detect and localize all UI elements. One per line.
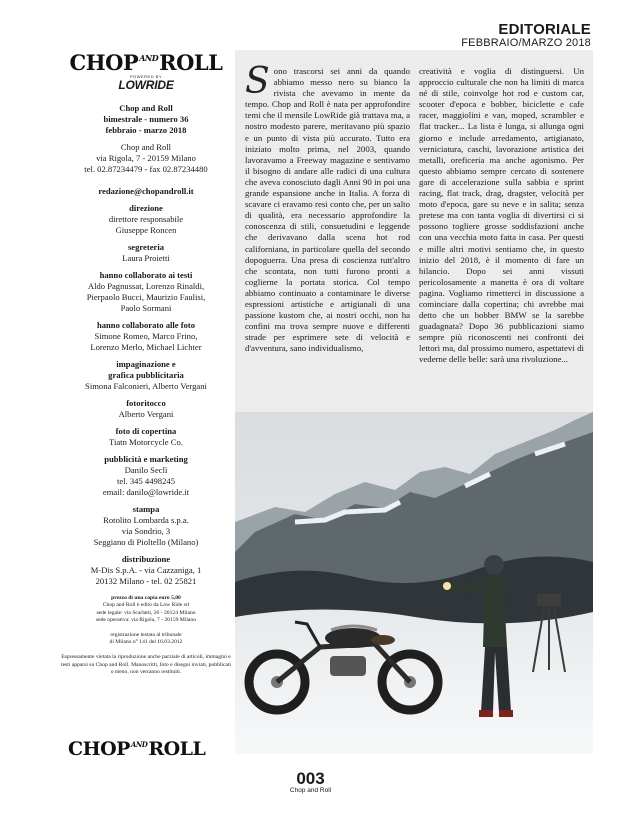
address-name: Chop and Roll — [120, 142, 172, 152]
logo-bottom-and: AND — [130, 740, 148, 749]
colophon-block — [60, 270, 232, 314]
colophon-block-line: M-Dis S.p.A. - via Cazzaniga, 1 — [90, 565, 202, 575]
operative-seat-line: sede operativa: via Rigola, 7 - 20159 Milano — [95, 617, 197, 624]
colophon-block-head: direzione — [129, 203, 163, 213]
colophon-block-line: Simona Falconieri, Alberto Vergani — [85, 381, 207, 391]
registration-line-1: registrazione testata al tribunale — [110, 631, 182, 638]
section-title: EDITORIALE — [498, 21, 591, 38]
footer-magazine-name: Chop and Roll — [289, 787, 332, 794]
colophon-block — [60, 454, 232, 498]
colophon-block — [60, 398, 232, 420]
colophon-block — [60, 426, 232, 448]
redazione-email[interactable]: redazione@chopandroll.it — [98, 186, 194, 196]
edited-line: Chop and Roll è edito da Low Ride srl — [102, 602, 190, 609]
registration-line-2: di Milano n° 141 del 16.03.2012 — [109, 639, 183, 646]
issue-date: FEBBRAIO/MARZO 2018 — [461, 37, 591, 49]
colophon-block-line: via Sondrio, 3 — [121, 526, 171, 536]
colophon — [60, 48, 232, 677]
page-number: 003 — [296, 769, 325, 788]
logo-bottom-chop: CHOP — [68, 738, 130, 760]
colophon-block-line: 20132 Milano - tel. 02 25821 — [95, 576, 197, 586]
colophon-block-line: Simone Romeo, Marco Frino, — [94, 331, 198, 341]
article-column-1-text: ono trascorsi sei anni da quando abbiamo messo nero su bianco la rivista che avevamo in mente da tempo. Chop and Roll è nata per approfondire temi che il mensile LowRide già trattava ma, a nostro modesto parere, meritavano più spazio e un punto di vista più accurato. Tutto era iniziato molto prima, nel 2003, quando lavoravamo a Freeway magazine e sentivamo il bisogno di andare alle radici di una cultura che aveva conosciuto dagli Anni 90 in poi una grande espansione anche in Italia. A forza di scavare ci eravamo resi conto che, per un salto di qualità, era necessario approfondire la conoscenza di stili, consuetudini e leggende che derivavano dalla scena hot rod californiana, in particolare quella del secondo dopoguerra. Una presa di coscienza tutt'altro che scontata, non tutti furono pronti a coglierne la portata storica. Col tempo abbiamo continuato a contaminare le diverse espressioni artistiche e artigianali di una passione kustom che, ai nostri occhi, non ha confini ma trova sempre nuove e differenti strade per esprimere sete di velocità e d'avventura, sano individualismo, — [245, 66, 410, 354]
page-header — [461, 22, 591, 49]
colophon-block-line: Danilo Seclì — [124, 465, 168, 475]
colophon-block-head: fotoritocco — [126, 398, 166, 408]
mountain-motorcycle-photo — [235, 412, 593, 754]
cover-photo — [235, 412, 593, 754]
colophon-block-head: stampa — [132, 504, 160, 514]
colophon-block-line: Laura Proietti — [122, 253, 170, 263]
colophon-block — [60, 242, 232, 264]
colophon-block-line: Alberto Vergani — [118, 409, 174, 419]
publication-info — [60, 103, 232, 136]
colophon-block-line: Giuseppe Roncen — [115, 225, 177, 235]
colophon-block-line: direttore responsabile — [108, 214, 184, 224]
colophon-block-line[interactable]: email: danilo@lowride.it — [102, 487, 190, 497]
article-column-1 — [245, 61, 410, 366]
chop-and-roll-logo-bottom — [68, 738, 205, 760]
drop-cap: S — [245, 61, 270, 102]
publication-frequency: bimestrale - numero 36 — [103, 114, 189, 124]
legal-notice: Espressamente vietata la riproduzione anche parziale di articoli, immagini e testi apparsi su Chop and Roll. Manoscritti, foto e disegni inviati, pubblicati o meno, non verranno restituiti. — [61, 654, 231, 676]
colophon-block-line: Paolo Sormani — [120, 303, 172, 313]
publication-date: febbraio - marzo 2018 — [105, 125, 187, 135]
email-block — [60, 186, 232, 197]
logo-bottom-roll: ROLL — [148, 738, 206, 760]
colophon-block-head: hanno collaborato alle foto — [96, 320, 196, 330]
colophon-block — [60, 504, 232, 548]
colophon-block — [60, 320, 232, 353]
colophon-block-head: hanno collaborato ai testi — [99, 270, 193, 280]
colophon-block-line: Aldo Pagnussat, Lorenzo Rinaldi, — [87, 281, 205, 291]
powered-by-label: POWERED BY — [129, 74, 163, 79]
colophon-block-line: Lorenzo Merlo, Michael Lichter — [90, 342, 202, 352]
colophon-block-line: tel. 345 4498245 — [116, 476, 175, 486]
colophon-block — [60, 554, 232, 587]
staff-blocks — [60, 203, 232, 587]
legal-seat-line: sede legale: via Scarlatti, 26 - 20124 Milano — [96, 609, 196, 616]
address-street: via Rigola, 7 - 20159 Milano — [96, 153, 196, 163]
logo-roll: ROLL — [159, 50, 223, 75]
lowride-logo: LOWRIDE — [118, 78, 174, 92]
chop-and-roll-logo — [60, 48, 232, 73]
colophon-block-line: Pierpaolo Bucci, Maurizio Faulisi, — [86, 292, 206, 302]
logo-and: AND — [139, 53, 159, 63]
colophon-block-line: Tiatn Motorcycle Co. — [109, 437, 183, 447]
colophon-block-head: distribuzione — [121, 554, 171, 564]
price-line: prezzo di una copia euro 5,00 — [111, 595, 181, 601]
article-text — [245, 61, 585, 366]
logo-chop: CHOP — [69, 50, 139, 75]
colophon-block-line: Rotolito Lombarda s.p.a. — [103, 515, 189, 525]
colophon-block-head: pubblicità e marketing — [104, 454, 188, 464]
colophon-block-line: Seggiano di Pioltello (Milano) — [93, 537, 199, 547]
colophon-block — [60, 203, 232, 236]
address-phone: tel. 02.87234479 - fax 02.87234480 — [84, 164, 208, 174]
small-print — [60, 595, 232, 646]
colophon-block-head: segreteria — [127, 242, 165, 252]
publication-name: Chop and Roll — [119, 103, 173, 113]
article-column-2-text: creatività e voglia di distinguersi. Un approccio culturale che non ha limiti di marca né di stile, coinvolge hot rod e custom car, scooter d'epoca e bobber, biciclette e cafe racer, maggiolini e van, moped, scrambler e flat tracker... La lista è lunga, si allunga ogni giorno e include arredamento, artigianato, verniciatura, caschi, lavorazione artistica dei metalli, oreficeria ma anche agonismo. Per questo abbiamo sempre cercato di sostenere gare di accelerazione sulla sabbia e sprint racing, flat track, drag, dragster, velocità per moto d'epoca, gare su neve e in salita; senza pretese ma con tanta voglia di divertirsi ci si possono togliere grosse soddisfazioni anche con una vecchia moto fatta in casa. Per questi e mille altri motivi sentiamo che, in questo inizio del 2018, è il momento di fare un bilancio. Dopo sei anni vissuti pericolosamente a manetta è ora di voltare pagina. Vogliamo rimetterci in discussione a cominciare dalla copertina; chi avrebbe mai detto che un bobber BMW se la sarebbe guadagnata? Dopo 36 pubblicazioni siamo sempre più riconoscenti nei confronti dei lettori ma, dal prossimo numero, aspettatevi di vederne delle belle: sarà una rivoluzione... — [419, 66, 584, 365]
address-block — [60, 142, 232, 175]
colophon-block — [60, 359, 232, 392]
article-column-2 — [419, 66, 584, 366]
colophon-block-head: impaginazione e grafica pubblicitaria — [108, 359, 184, 380]
colophon-block-head: foto di copertina — [115, 426, 177, 436]
